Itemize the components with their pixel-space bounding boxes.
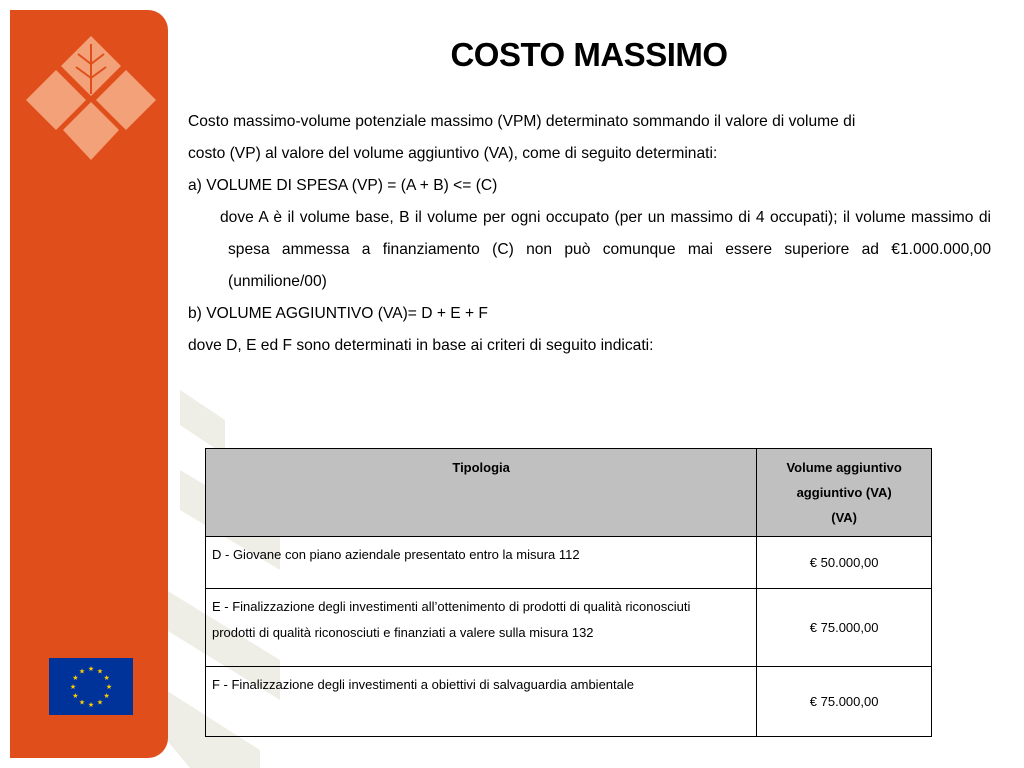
eu-star-icon: ★ — [96, 698, 104, 707]
page-title: COSTO MASSIMO — [450, 36, 728, 73]
table-row — [206, 537, 932, 589]
row-d-value: € 50.000,00 — [757, 537, 932, 589]
eu-star-icon: ★ — [72, 692, 79, 700]
row-e-tipologia-line-2: prodotti di qualità riconosciuti e finanziati a valere sulla misura 132 — [212, 625, 594, 640]
header-volume-line-1: Volume aggiuntivo — [786, 460, 902, 475]
eu-star-icon: ★ — [72, 674, 79, 682]
leaf-diamond-logo-icon — [26, 34, 156, 164]
row-e-tipologia-line-1: E - Finalizzazione degli investimenti all’ottenimento di prodotti di qualità riconosciuti — [212, 599, 691, 614]
eu-star-icon: ★ — [78, 667, 86, 676]
eu-star-icon: ★ — [103, 692, 110, 700]
body-text — [188, 106, 991, 362]
eu-flag-icon — [49, 658, 133, 715]
eu-star-icon: ★ — [105, 683, 113, 691]
header-volume-aggiuntivo — [757, 449, 932, 537]
eu-star-icon: ★ — [87, 701, 95, 709]
row-f-value: € 75.000,00 — [757, 667, 932, 737]
item-b: b) VOLUME AGGIUNTIVO (VA)= D + E + F — [188, 305, 488, 322]
table-header-row — [206, 449, 932, 537]
eu-star-icon: ★ — [78, 698, 86, 707]
item-a: a) VOLUME DI SPESA (VP) = (A + B) <= (C) — [188, 177, 498, 194]
row-e-tipologia — [206, 589, 757, 667]
header-volume-line-3: (VA) — [831, 510, 858, 525]
volume-aggiuntivo-table — [205, 448, 932, 737]
row-d-tipologia: D - Giovane con piano aziendale presentato entro la misura 112 — [206, 537, 757, 589]
row-f-tipologia: F - Finalizzazione degli investimenti a obiettivi di salvaguardia ambientale — [206, 667, 757, 737]
eu-star-icon: ★ — [103, 674, 110, 682]
intro-line-2: costo (VP) al valore del volume aggiuntivo (VA), come di seguito determinati: — [188, 145, 718, 162]
row-e-value: € 75.000,00 — [757, 589, 932, 667]
intro-line-1: Costo massimo-volume potenziale massimo (VPM) determinato sommando il valore di volume di — [188, 113, 856, 130]
header-volume-line-2: aggiuntivo (VA) — [796, 485, 892, 500]
item-b-detail: dove D, E ed F sono determinati in base ai criteri di seguito indicati: — [188, 337, 654, 354]
item-a-detail: dove A è il volume base, B il volume per ogni occupato (per un massimo di 4 occupati); il volume massimo di spesa ammessa a finanziamento (C) non può comunque mai essere superiore ad €1.000.000,00 (unmilione/00) — [220, 209, 991, 290]
table-row — [206, 589, 932, 667]
header-tipologia: Tipologia — [206, 449, 757, 537]
eu-star-icon: ★ — [87, 665, 95, 673]
table-row — [206, 667, 932, 737]
eu-star-icon: ★ — [69, 683, 77, 691]
eu-star-icon: ★ — [96, 667, 104, 676]
